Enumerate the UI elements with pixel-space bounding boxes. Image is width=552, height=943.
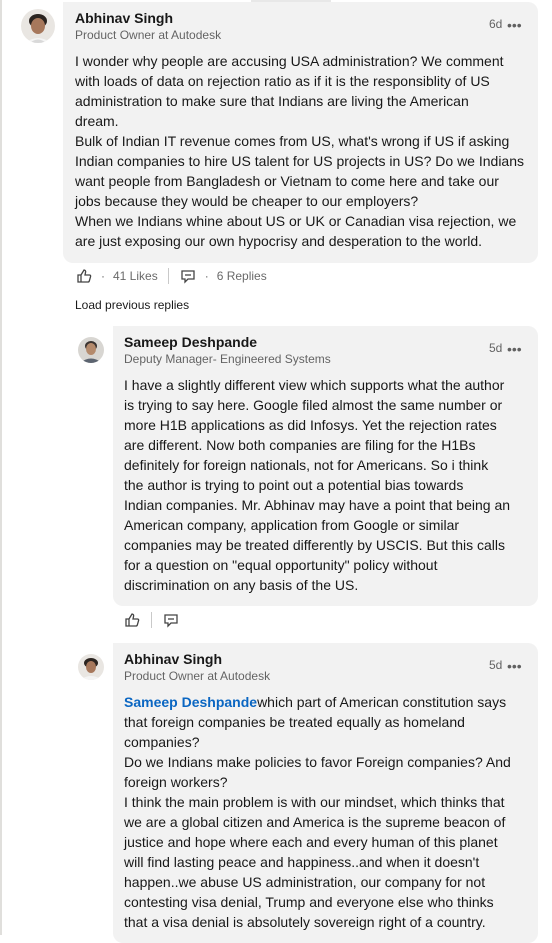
- text-line: are different. Now both companies are filing for the H1Bs: [124, 437, 476, 453]
- text-line: are just exposing our own hypocrisy and desperation to the world.: [75, 233, 483, 249]
- separator-dot: ·: [204, 269, 209, 283]
- text-line: the author is trying to point out a potential bias towards: [124, 477, 464, 493]
- reply-icon[interactable]: [179, 267, 197, 285]
- text-line: American company, application from Google or similar: [124, 517, 460, 533]
- divider: [151, 612, 152, 628]
- reply-icon[interactable]: [162, 611, 180, 629]
- more-options-icon[interactable]: •••: [507, 341, 522, 357]
- author-name[interactable]: Sameep Deshpande: [124, 334, 258, 350]
- load-previous-replies-link[interactable]: Load previous replies: [75, 298, 190, 312]
- text-line: that a visa denial is absolutely sovereign right of a country.: [124, 914, 486, 930]
- comment-text: [124, 375, 510, 595]
- text-line: is trying to say here. Google filed almost the same number or: [124, 397, 503, 413]
- avatar[interactable]: [78, 654, 104, 680]
- divider: [168, 268, 169, 284]
- comment-text: [124, 692, 511, 932]
- text-line: companies may be treated differently by USCIS. But this calls: [124, 537, 506, 553]
- more-options-icon[interactable]: •••: [507, 658, 522, 674]
- author-headline: Deputy Manager- Engineered Systems: [124, 352, 331, 366]
- text-line: want people from Bangladesh or Vietnam to come here and take our: [75, 173, 499, 189]
- text-line: Indian companies. Mr. Abhinav may have a point that being an: [124, 497, 511, 513]
- text-line: When we Indians whine about US or UK or Canadian visa rejection, we: [75, 213, 517, 229]
- text-line: jobs because they would be cheaper to our employers?: [75, 193, 419, 209]
- text-line: contesting visa denial, Trump and everyone else who thinks: [124, 894, 494, 910]
- text-line: I wonder why people are accusing USA administration? We comment: [75, 53, 504, 69]
- text-line: dream.: [75, 113, 119, 129]
- text-line: discrimination on any basis of the US.: [124, 577, 359, 593]
- author-headline: Product Owner at Autodesk: [75, 28, 222, 42]
- avatar[interactable]: [78, 337, 104, 363]
- mention-link[interactable]: Sameep Deshpande: [124, 694, 258, 710]
- author-name[interactable]: Abhinav Singh: [75, 10, 173, 26]
- author-name[interactable]: Abhinav Singh: [124, 651, 222, 667]
- comment-actions: [75, 267, 267, 285]
- text-line: justice and hope where each and every human of this planet: [124, 834, 498, 850]
- text-fragment: which part of American constitution says: [257, 694, 507, 710]
- text-line: Indian companies to hire US talent for US projects in US? Do we Indians: [75, 153, 525, 169]
- text-line: definitely for foreign nationals, not for Americans. So i think: [124, 457, 489, 473]
- separator-dot: ·: [101, 269, 105, 283]
- comment-actions: [123, 611, 180, 629]
- text-line: companies?: [124, 734, 200, 750]
- text-line: happen..we abuse US administration, our company for not: [124, 874, 486, 890]
- text-line: Do we Indians make policies to favor Foreign companies? And: [124, 754, 511, 770]
- text-line: administration to make sure that Indians are living the American: [75, 93, 469, 109]
- comment-text: [75, 51, 524, 251]
- text-line: that foreign companies be treated equally as homeland: [124, 714, 465, 730]
- timestamp: 5d: [489, 658, 503, 672]
- timestamp: 6d: [489, 17, 503, 31]
- text-line: I have a slightly different view which supports what the author: [124, 377, 505, 393]
- replies-count[interactable]: 6 Replies: [216, 269, 267, 283]
- text-line: Bulk of Indian IT revenue comes from US, what's wrong if US if asking: [75, 133, 510, 149]
- text-line: [124, 692, 511, 712]
- text-line: for a question on "equal opportunity" policy without: [124, 557, 438, 573]
- text-line: will find lasting peace and happiness..and when it doesn't: [124, 854, 480, 870]
- author-headline: Product Owner at Autodesk: [124, 669, 271, 683]
- more-options-icon[interactable]: •••: [507, 17, 522, 33]
- like-icon[interactable]: [123, 611, 141, 629]
- avatar[interactable]: [21, 9, 55, 43]
- likes-count[interactable]: 41 Likes: [113, 269, 158, 283]
- thread-rule: [0, 0, 2, 935]
- timestamp: 5d: [489, 341, 503, 355]
- text-line: more H1B applications as did Infosys. Yet the rejection rates: [124, 417, 497, 433]
- text-line: foreign workers?: [124, 774, 228, 790]
- text-line: we are a global citizen and America is the supreme beacon of: [124, 814, 506, 830]
- text-line: I think the main problem is with our mindset, which thinks that: [124, 794, 505, 810]
- like-icon[interactable]: [75, 267, 93, 285]
- text-line: with loads of data on rejection ratio as if it is the responsiblity of US: [75, 73, 490, 89]
